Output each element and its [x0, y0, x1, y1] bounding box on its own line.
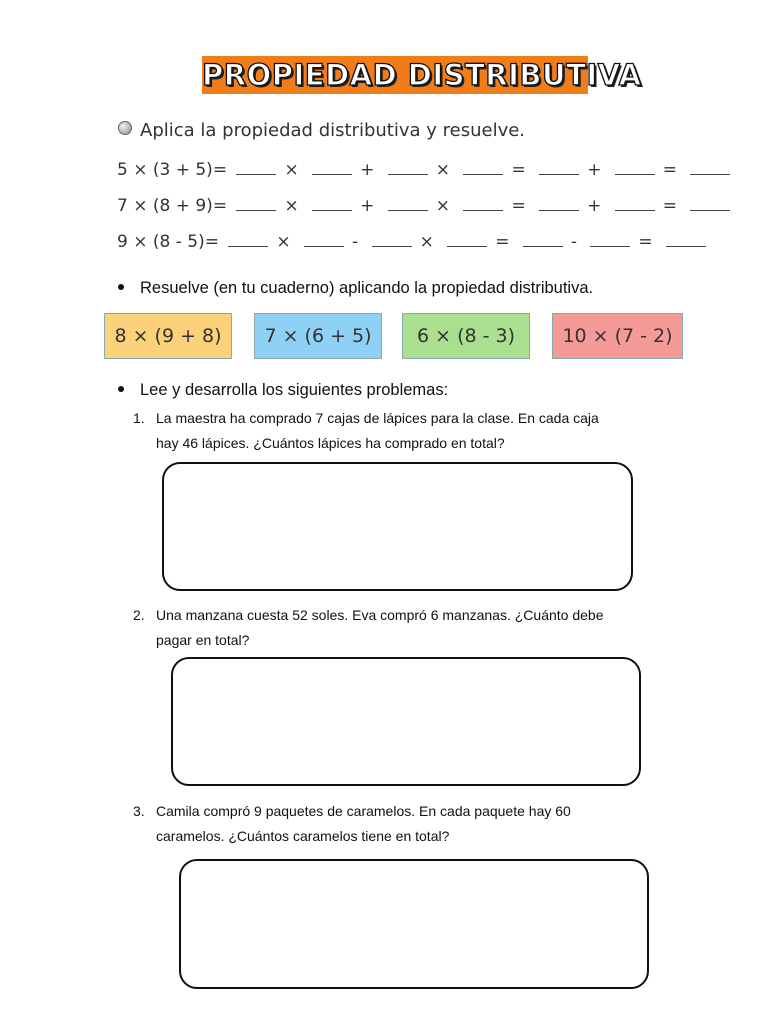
answer-blank[interactable] [615, 196, 655, 211]
expression-text: 6 × (8 - 3) [416, 325, 516, 347]
answer-blank[interactable] [463, 196, 503, 211]
operator: + [587, 160, 602, 180]
answer-box[interactable] [171, 657, 641, 786]
operator: = [662, 160, 677, 180]
section3-instruction-text: Lee y desarrolla los siguientes problemas: [140, 381, 449, 399]
answer-blank[interactable] [304, 232, 344, 247]
operator: × [284, 196, 299, 216]
operator: × [435, 196, 451, 216]
answer-blank[interactable] [539, 196, 579, 211]
answer-blank[interactable] [388, 196, 428, 211]
section1-instruction [118, 120, 525, 141]
answer-blank[interactable] [666, 232, 706, 247]
problem-item [133, 406, 676, 456]
operator: × [419, 232, 434, 252]
problem-number: 2. [133, 607, 145, 623]
equation-expression: 9 × (8 - 5)= [117, 232, 219, 252]
page-title: PROPIEDAD DISTRIBUTIVA [202, 58, 642, 92]
bullet-icon [118, 386, 124, 392]
expression-box [104, 313, 232, 359]
section3-instruction [118, 381, 448, 400]
operator: = [662, 196, 677, 216]
expression-text: 10 × (7 - 2) [562, 325, 673, 347]
problem-line: pagar en total? [156, 632, 250, 648]
operator: = [495, 232, 510, 252]
answer-blank[interactable] [372, 232, 412, 247]
operator: = [511, 196, 526, 216]
operator: × [435, 160, 451, 180]
equation-row [117, 160, 734, 180]
operator: - [570, 232, 578, 252]
answer-blank[interactable] [388, 160, 428, 175]
expression-box [402, 313, 530, 359]
expression-text: 7 × (6 + 5) [264, 325, 372, 347]
equation-row [117, 232, 710, 252]
answer-blank[interactable] [690, 160, 730, 175]
answer-blank[interactable] [236, 196, 276, 211]
answer-blank[interactable] [312, 160, 352, 175]
answer-box[interactable] [162, 462, 633, 591]
section1-instruction-text: Aplica la propiedad distributiva y resuelve. [140, 120, 526, 141]
bulb-icon [118, 121, 132, 135]
problem-item [133, 799, 676, 849]
operator: × [276, 232, 291, 252]
answer-blank[interactable] [447, 232, 487, 247]
answer-blank[interactable] [463, 160, 503, 175]
equation-expression: 7 × (8 + 9)= [117, 196, 228, 216]
expression-box [552, 313, 683, 359]
expression-text: 8 × (9 + 8) [114, 325, 222, 347]
title-banner [202, 56, 642, 94]
operator: - [352, 232, 359, 252]
problem-line: La maestra ha comprado 7 cajas de lápices para la clase. En cada caja [156, 410, 599, 426]
operator: = [638, 232, 653, 252]
problem-line: Camila compró 9 paquetes de caramelos. En cada paquete hay 60 [156, 803, 571, 819]
equation-expression: 5 × (3 + 5)= [117, 160, 228, 180]
bullet-icon [118, 284, 124, 290]
operator: + [587, 196, 602, 216]
problem-number: 3. [133, 803, 145, 819]
section2-instruction [118, 279, 593, 298]
operator: + [360, 196, 375, 216]
problem-number: 1. [133, 410, 145, 426]
operator: + [360, 160, 375, 180]
problem-line: Una manzana cuesta 52 soles. Eva compró 6 manzanas. ¿Cuánto debe [156, 607, 604, 623]
operator: = [511, 160, 526, 180]
answer-blank[interactable] [615, 160, 655, 175]
answer-box[interactable] [179, 859, 649, 989]
answer-blank[interactable] [690, 196, 730, 211]
answer-blank[interactable] [539, 160, 579, 175]
expression-box [254, 313, 382, 359]
section2-instruction-text: Resuelve (en tu cuaderno) aplicando la propiedad distributiva. [140, 279, 594, 297]
problem-line: caramelos. ¿Cuántos caramelos tiene en total? [156, 828, 450, 844]
answer-blank[interactable] [590, 232, 630, 247]
problem-line: hay 46 lápices. ¿Cuántos lápices ha comprado en total? [156, 435, 505, 451]
answer-blank[interactable] [312, 196, 352, 211]
operator: × [284, 160, 299, 180]
answer-blank[interactable] [236, 160, 276, 175]
answer-blank[interactable] [523, 232, 563, 247]
problem-item [133, 603, 676, 653]
equation-row [117, 196, 734, 216]
answer-blank[interactable] [228, 232, 268, 247]
